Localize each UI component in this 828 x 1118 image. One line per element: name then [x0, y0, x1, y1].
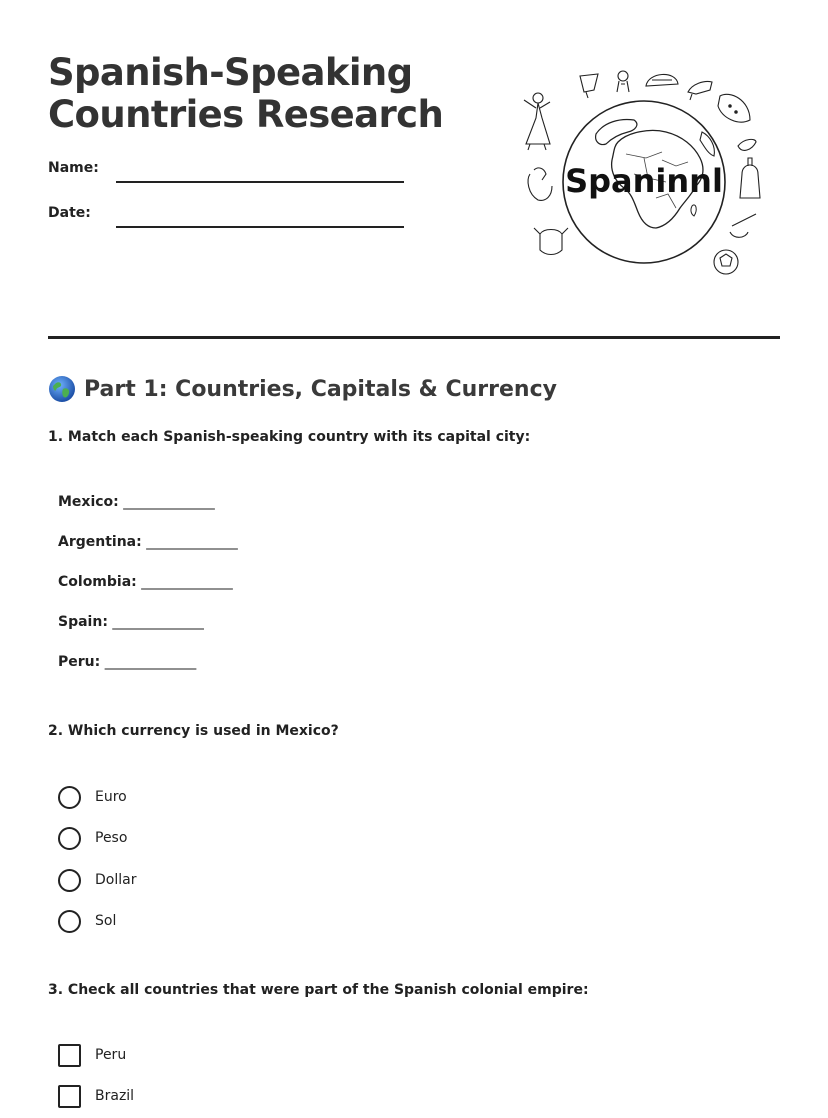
- answer-blank[interactable]: ______________: [146, 534, 238, 550]
- match-row-spain[interactable]: [58, 614, 203, 630]
- answer-blank[interactable]: ______________: [104, 654, 196, 670]
- part-1-heading: [48, 374, 557, 404]
- radio-button[interactable]: [58, 869, 81, 892]
- globe-icon: [48, 375, 76, 403]
- option-label: Brazil: [95, 1088, 135, 1104]
- guitar-icon: [617, 71, 629, 92]
- option-label: Sol: [95, 913, 117, 929]
- radio-option-sol[interactable]: [58, 909, 116, 933]
- fruit-icon: [718, 94, 750, 122]
- name-label: Name:: [48, 160, 99, 176]
- radio-option-dollar[interactable]: [58, 868, 136, 892]
- question-3: 3. Check all countries that were part of the Spanish colonial empire:: [48, 982, 589, 998]
- answer-blank[interactable]: ______________: [112, 614, 204, 630]
- taco-icon: [646, 74, 678, 86]
- radio-option-euro[interactable]: [58, 785, 127, 809]
- maraca-icon: [580, 74, 598, 98]
- title-line-1: Spanish-Speaking: [48, 51, 413, 94]
- pottery-icon: [528, 168, 552, 200]
- page-title: [48, 52, 488, 136]
- answer-blank[interactable]: ______________: [141, 574, 233, 590]
- date-field[interactable]: [116, 226, 404, 228]
- option-label: Euro: [95, 789, 127, 805]
- question-1: 1. Match each Spanish-speaking country with its capital city:: [48, 429, 531, 445]
- name-field[interactable]: [116, 181, 404, 183]
- radio-button[interactable]: [58, 910, 81, 933]
- option-label: Peru: [95, 1047, 127, 1063]
- match-label: Peru:: [58, 654, 101, 670]
- globe-emblem-illustration: [516, 62, 766, 278]
- leaf-icon: [738, 139, 756, 150]
- checkbox[interactable]: [58, 1044, 81, 1067]
- checkbox-option-peru[interactable]: [58, 1043, 126, 1067]
- bull-icon: [534, 228, 568, 255]
- boot-icon: [688, 81, 712, 100]
- quill-icon: [730, 214, 756, 237]
- match-label: Argentina:: [58, 534, 142, 550]
- question-2: 2. Which currency is used in Mexico?: [48, 723, 339, 739]
- date-label: Date:: [48, 205, 91, 221]
- radio-button[interactable]: [58, 786, 81, 809]
- match-row-peru[interactable]: [58, 654, 196, 670]
- option-label: Peso: [95, 830, 128, 846]
- dancer-icon: [524, 93, 550, 150]
- bell-icon: [740, 158, 760, 198]
- section-divider: [48, 336, 780, 339]
- checkbox-option-brazil[interactable]: [58, 1084, 134, 1108]
- match-label: Mexico:: [58, 494, 119, 510]
- emblem-text: Spaninnl: [565, 162, 723, 200]
- answer-blank[interactable]: ______________: [123, 494, 215, 510]
- match-label: Spain:: [58, 614, 108, 630]
- match-label: Colombia:: [58, 574, 137, 590]
- ball-icon: [714, 250, 738, 274]
- match-row-argentina[interactable]: [58, 534, 237, 550]
- option-label: Dollar: [95, 872, 137, 888]
- match-row-colombia[interactable]: [58, 574, 232, 590]
- title-line-2: Countries Research: [48, 93, 444, 136]
- match-row-mexico[interactable]: [58, 494, 214, 510]
- checkbox[interactable]: [58, 1085, 81, 1108]
- part-1-heading-text: Part 1: Countries, Capitals & Currency: [84, 376, 557, 402]
- radio-option-peso[interactable]: [58, 826, 127, 850]
- radio-button[interactable]: [58, 827, 81, 850]
